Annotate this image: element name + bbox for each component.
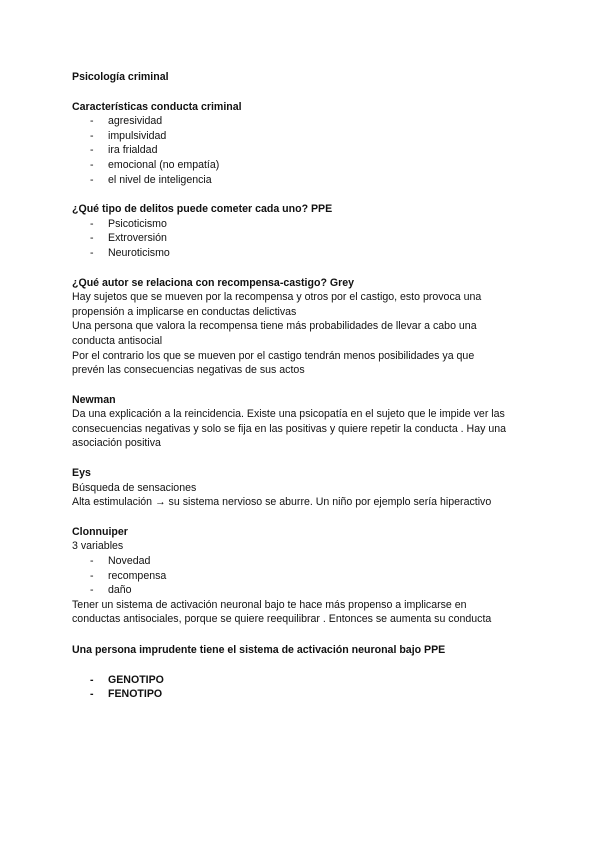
list-item-text: daño: [108, 584, 132, 597]
list-item: [72, 217, 532, 232]
list-item-text: Psicoticismo: [108, 217, 167, 230]
document-title: Psicología criminal: [72, 71, 169, 83]
imprudente-list: [72, 673, 532, 702]
list-item: [72, 158, 532, 173]
paragraph-line: consecuencias negativas y solo se fija en las positivas y quiere repetir la conducta . Hay una: [72, 422, 506, 435]
dash-bullet: -: [90, 584, 94, 597]
list-item: [72, 246, 532, 261]
section-heading-imprudente: Una persona imprudente tiene el sistema de activación neuronal bajo PPE: [72, 644, 446, 656]
section-heading-delitos: ¿Qué tipo de delitos puede cometer cada uno? PPE: [72, 203, 333, 216]
dash-bullet: -: [90, 129, 94, 142]
list-item: [72, 231, 532, 246]
list-item-text: Neuroticismo: [108, 246, 170, 259]
paragraph-line: prevén las consecuencias negativas de sus actos: [72, 364, 305, 377]
paragraph-line: Búsqueda de sensaciones: [72, 481, 197, 494]
clonnuiper-list: [72, 554, 532, 598]
dash-bullet: -: [90, 232, 94, 245]
dash-bullet: -: [90, 115, 94, 128]
dash-bullet: -: [90, 217, 94, 230]
dash-bullet: -: [90, 173, 94, 186]
list-item: [72, 673, 532, 688]
list-item: [72, 129, 532, 144]
list-item: [72, 554, 532, 569]
list-item: [72, 173, 532, 188]
list-item-text: el nivel de inteligencia: [108, 173, 212, 186]
list-item: [72, 687, 532, 702]
dash-bullet: -: [90, 688, 94, 701]
list-item: [72, 569, 532, 584]
paragraph-line: Da una explicación a la reincidencia. Existe una psicopatía en el sujeto que le impide ver las: [72, 408, 505, 421]
section-heading-clonnuiper: Clonnuiper: [72, 525, 128, 538]
section-heading-caracteristicas: Características conducta criminal: [72, 100, 242, 113]
list-item-text: ira frialdad: [108, 144, 158, 157]
dash-bullet: -: [90, 246, 94, 259]
section-heading-grey: ¿Qué autor se relaciona con recompensa-castigo? Grey: [72, 276, 355, 289]
paragraph-line: asociación positiva: [72, 437, 161, 450]
list-item-text: FENOTIPO: [108, 688, 163, 701]
list-item-text: Extroversión: [108, 232, 167, 245]
paragraph-line: Una persona que valora la recompensa tiene más probabilidades de llevar a cabo una: [72, 320, 477, 333]
paragraph-line: conducta antisocial: [72, 334, 163, 347]
section-heading-eys: Eys: [72, 467, 91, 480]
dash-bullet: -: [90, 144, 94, 157]
caracteristicas-list: [72, 114, 532, 187]
paragraph-line: Hay sujetos que se mueven por la recompensa y otros por el castigo, esto provoca una: [72, 291, 482, 304]
list-item-text: GENOTIPO: [108, 673, 164, 686]
list-item: [72, 114, 532, 129]
section-heading-newman: Newman: [72, 393, 116, 406]
paragraph-line: 3 variables: [72, 540, 124, 553]
paragraph-line: Tener un sistema de activación neuronal bajo te hace más propenso a implicarse en: [72, 598, 467, 611]
list-item-text: emocional (no empatía): [108, 158, 220, 171]
list-item: [72, 143, 532, 158]
dash-bullet: -: [90, 555, 94, 568]
dash-bullet: -: [90, 569, 94, 582]
paragraph-line: conductas antisociales, porque se quiere reequilibrar . Entonces se aumenta su conducta: [72, 613, 492, 626]
list-item-text: impulsividad: [108, 129, 167, 142]
list-item-text: Novedad: [108, 555, 151, 568]
document-page: [72, 70, 532, 702]
list-item-text: recompensa: [108, 569, 167, 582]
paragraph-line: Por el contrario los que se mueven por el castigo tendrán menos posibilidades ya que: [72, 349, 475, 362]
dash-bullet: -: [90, 158, 94, 171]
list-item: [72, 583, 532, 598]
paragraph-line: propensión a implicarse en conductas delictivas: [72, 305, 297, 318]
paragraph-line: Alta estimulación → su sistema nervioso se aburre. Un niño por ejemplo sería hiperactivo: [72, 496, 492, 509]
dash-bullet: -: [90, 673, 94, 686]
delitos-list: [72, 217, 532, 261]
list-item-text: agresividad: [108, 115, 163, 128]
